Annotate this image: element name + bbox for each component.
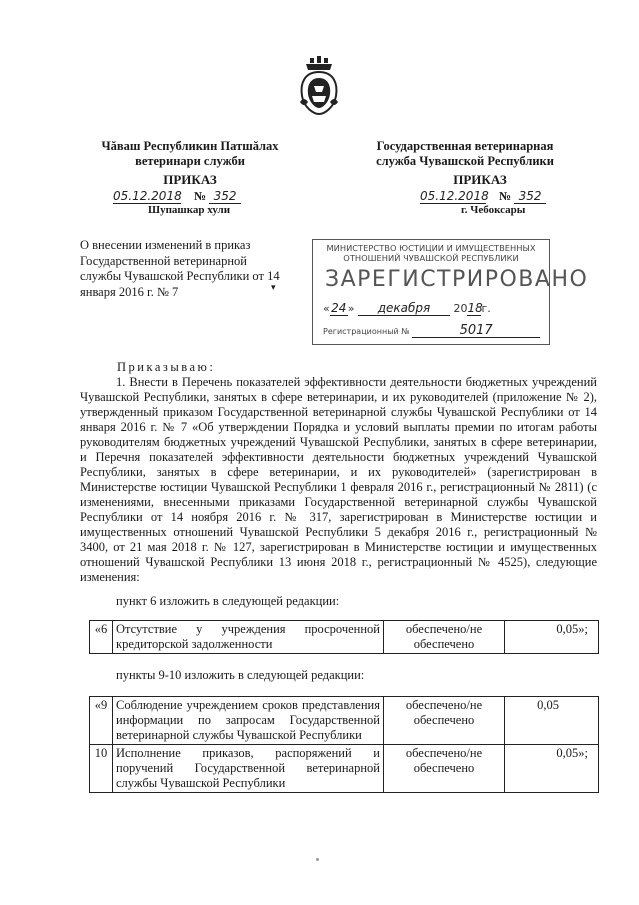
table2-row2-measure: обеспечено/не обеспечено (384, 745, 505, 793)
stamp-year-prefix: 20 (453, 302, 468, 315)
header-right-line2: служба Чувашской Республики (376, 154, 554, 168)
date-line-left (113, 189, 241, 204)
stamp-title: ЗАРЕГИСТРИРОВАНО (325, 267, 589, 292)
table2-row2-text: Исполнение приказов, распоряжений и поручений Государственной ветеринарной службы Чувашской Республики (113, 745, 384, 793)
items910-intro: пункты 9-10 изложить в следующей редакции: (116, 668, 365, 682)
table2-row2-value: 0,05»; (505, 745, 599, 793)
header-left-line1: Чăваш Республикин Патшăлах (101, 139, 279, 153)
table2-row1-num: «9 (90, 697, 113, 745)
table-items9-10 (89, 696, 599, 793)
stamp-header (313, 243, 549, 263)
registration-stamp (312, 239, 589, 345)
document-subject: О внесении изменений в приказ Государственной ветеринарной службы Чувашской Республики от 14 января 2016 г. № 7 (80, 238, 280, 299)
paragraph-1: 1. Внести в Перечень показателей эффективности деятельности бюджетных учреждений Чувашской Республики, занятых в сфере ветеринарии, и их руководителей (приложение № 2), утвержденный приказом Государственной ветеринарной службы Чувашской Республики от 14 января 2016 г. № 7 «Об утверждении Порядка и условий выплаты премии по итогам работы руководителям бюджетных учреждений Чувашской Республики, занятых в сфере ветеринарии, и Перечня показателей эффективности деятельности бюджетных учреждений Чувашской Республики, занятых в сфере ветеринарии, и их руководителей» (зарегистрирован в Министерстве юстиции Чувашской Республики 1 февраля 2016 г., регистрационный № 2811) (с изменениями, внесенными приказами Государственной ветеринарной службы Чувашской Республики от 14 ноября 2016 г. № 317, зарегистрирован в Министерстве юстиции и имущественных отношений Чувашской Республики 5 декабря 2016 г., регистрационный № 3400, от 21 мая 2018 г. № 127, зарегистрирован в Министерстве юстиции и имущественных отношений Чувашской Республики 13 июня 2018 г., регистрационный № 4525), следующие изменения: (80, 375, 597, 584)
number-left: 352 (209, 190, 241, 204)
table1-value: 0,05»; (505, 621, 599, 654)
stamp-line1: МИНИСТЕРСТВО ЮСТИЦИИ И ИМУЩЕСТВЕННЫХ (326, 243, 536, 253)
date-line-right (420, 189, 546, 204)
date-right: 05.12.2018 (420, 189, 489, 203)
table-item6 (89, 620, 599, 654)
header-right-org (345, 139, 585, 169)
header-right-line1: Государственная ветеринарная (376, 139, 554, 153)
table2-row1-measure: обеспечено/не обеспечено (384, 697, 505, 745)
scan-speck (316, 858, 319, 861)
item6-intro: пункт 6 изложить в следующей редакции: (116, 594, 340, 608)
stamp-reg-label: Регистрационный № (323, 327, 410, 336)
prikaz-right-title: ПРИКАЗ (453, 172, 507, 187)
table2-row1-value: 0,05 (505, 697, 599, 745)
date-left: 05.12.2018 (113, 189, 182, 203)
table-row (90, 621, 599, 654)
stamp-registration (323, 324, 540, 338)
stamp-year-label: г. (481, 302, 491, 315)
coat-of-arms-emblem (296, 56, 342, 116)
prikaz-left-title: ПРИКАЗ (163, 172, 217, 187)
stamp-day: 24 (331, 301, 347, 315)
stamp-year-suffix: 18 (467, 301, 483, 315)
table-row (90, 745, 599, 793)
stamp-date: «24» декабря 2018г. (323, 301, 491, 315)
table2-row2-num: 10 (90, 745, 113, 793)
stamp-reg-number: 5017 (412, 324, 540, 338)
number-sign-right: № (499, 189, 512, 203)
table2-row1-text: Соблюдение учреждением сроков представления информации по запросам Государственной ветеринарной службы Чувашской Республики (113, 697, 384, 745)
stamp-month: декабря (358, 302, 450, 316)
city-right: г. Чебоксары (461, 204, 526, 216)
number-sign-left: № (194, 189, 207, 203)
header-left-org (60, 139, 320, 169)
table-row (90, 697, 599, 745)
order-word: Приказываю: (117, 360, 216, 374)
number-right: 352 (514, 190, 546, 204)
city-left: Шупашкар хули (148, 204, 231, 216)
header-left-line2: ветеринари служби (135, 154, 245, 168)
table1-num: «6 (90, 621, 113, 654)
table1-measure: обеспечено/не обеспечено (384, 621, 505, 654)
table1-text: Отсутствие у учреждения просроченной кредиторской задолженности (113, 621, 384, 654)
stamp-line2: ОТНОШЕНИЙ ЧУВАШСКОЙ РЕСПУБЛИКИ (343, 253, 519, 263)
bullet-mark: ▾ (271, 282, 276, 292)
